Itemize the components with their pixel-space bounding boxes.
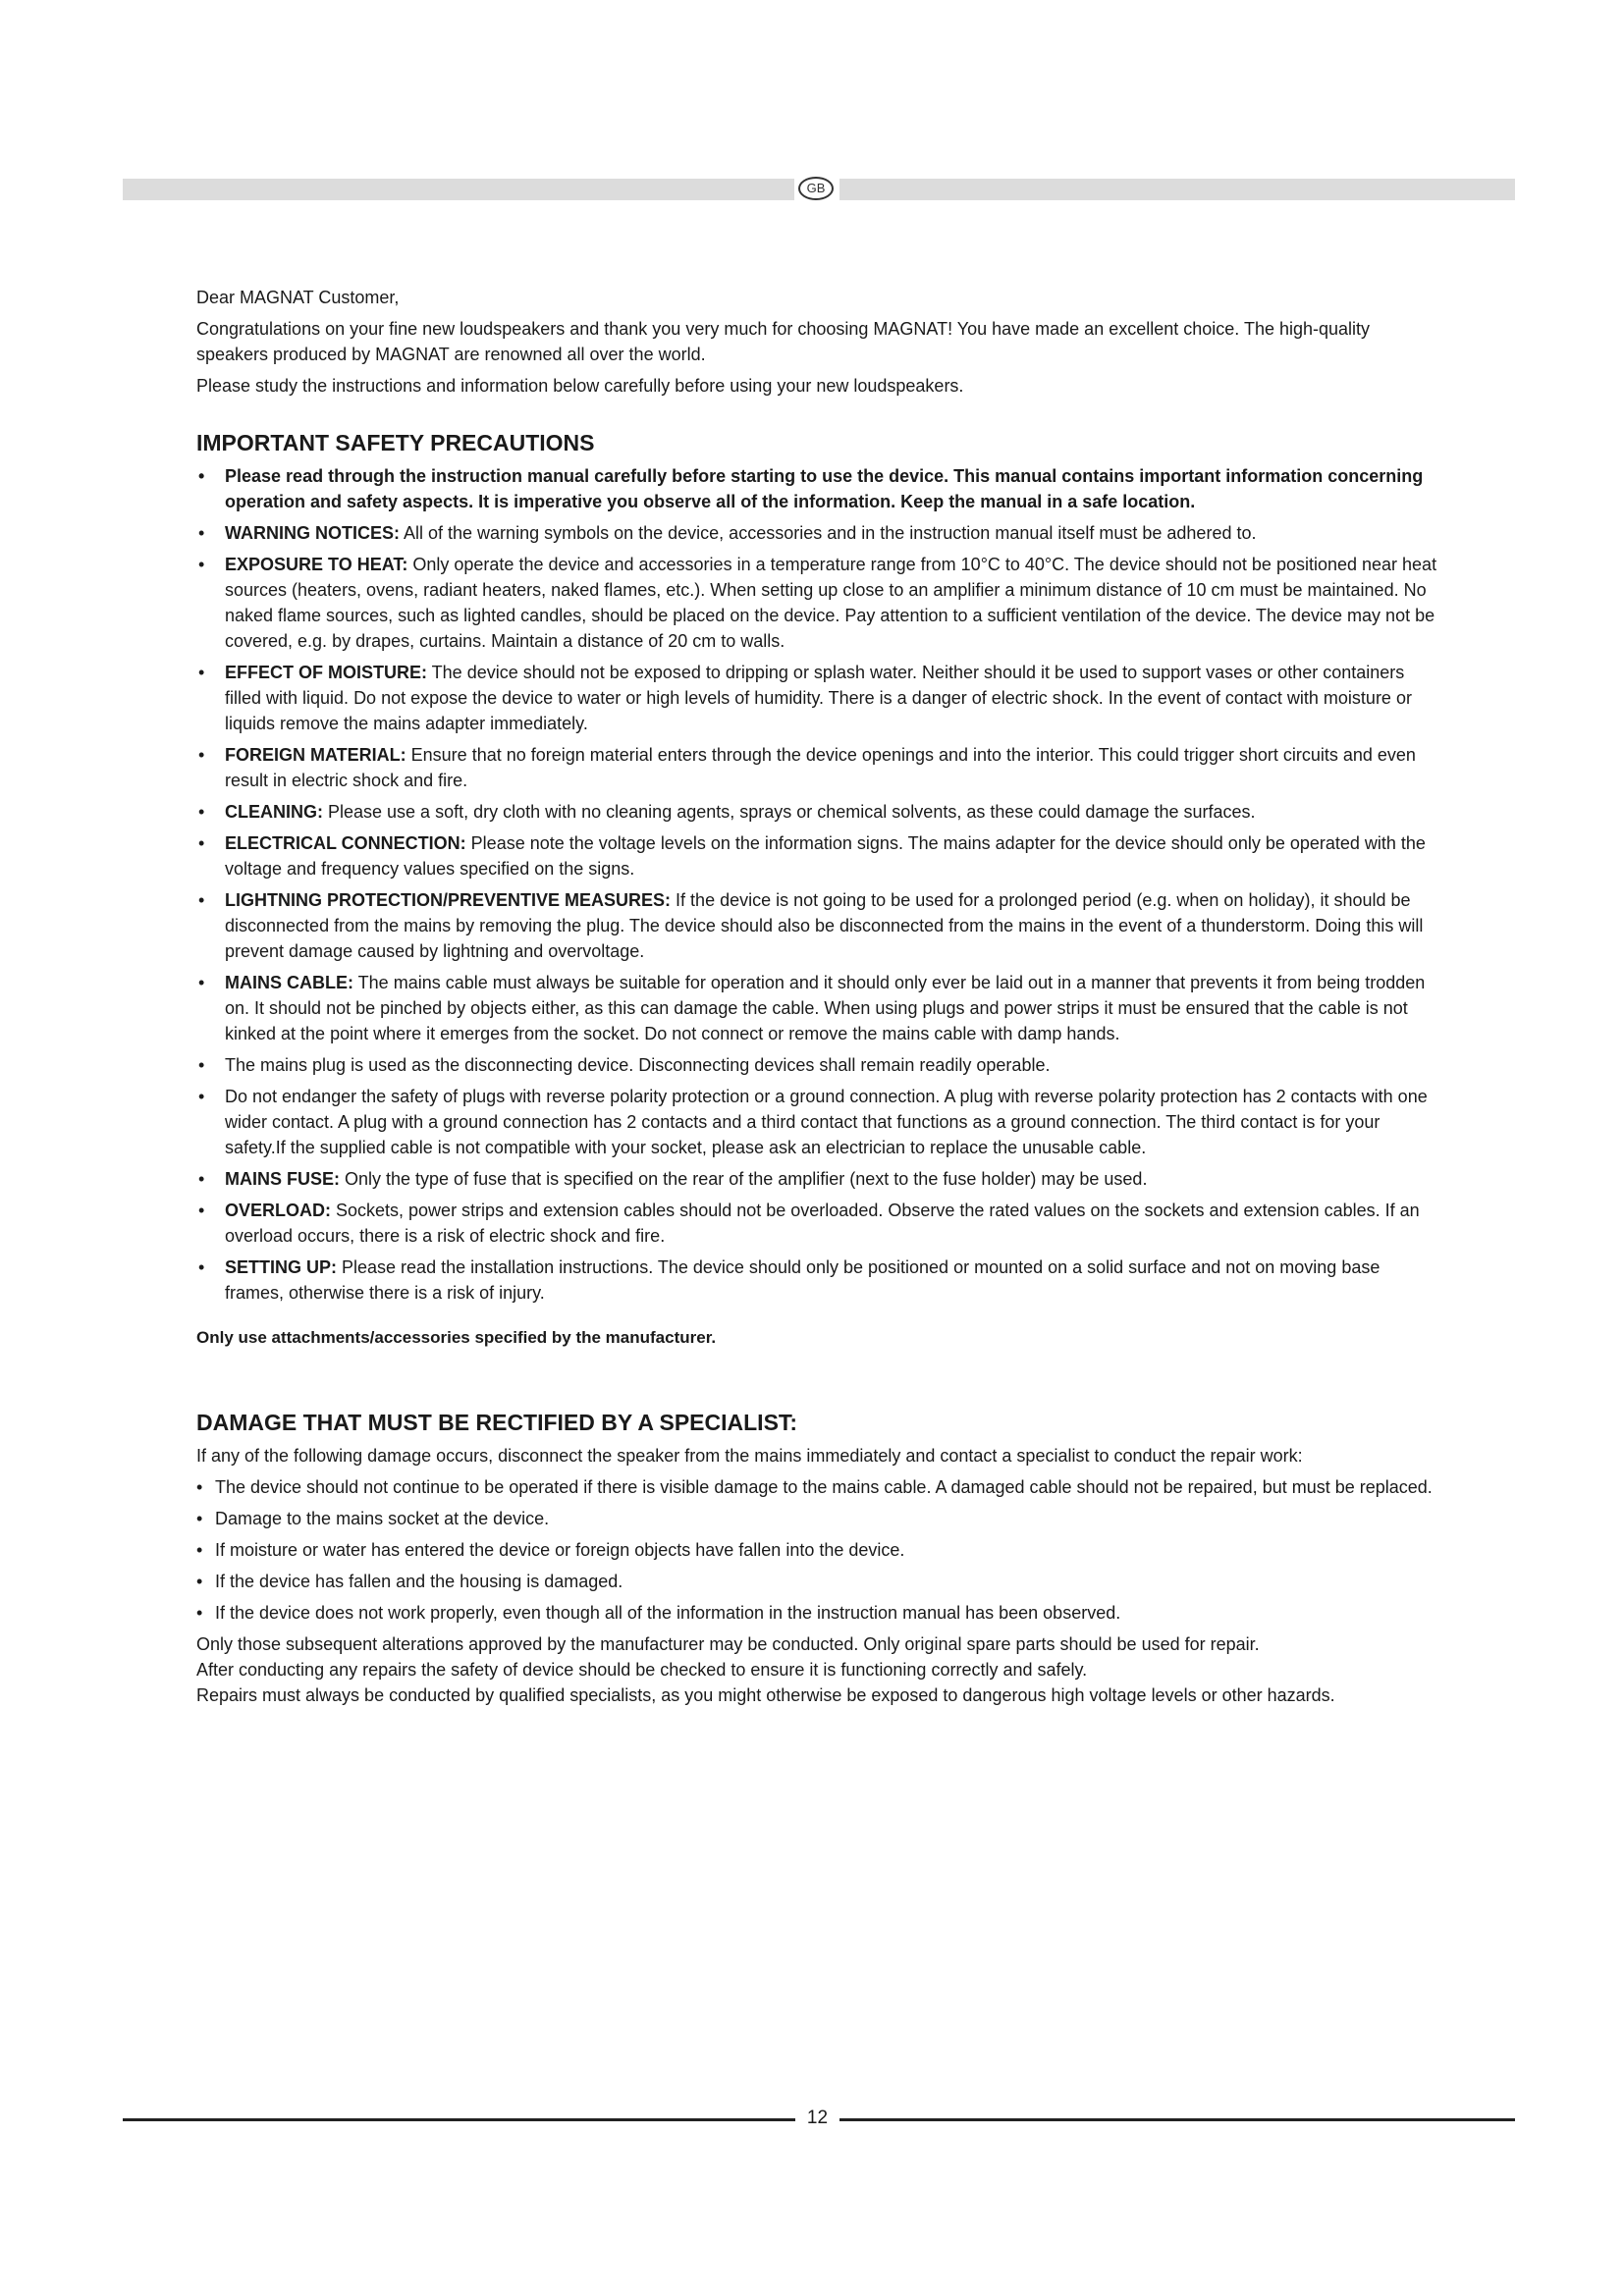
intro-paragraph-2: Please study the instructions and information below carefully before using your new loudspeakers.	[196, 376, 964, 396]
safety-item: • Please read through the instruction manual carefully before starting to use the device. This manual contains important information concerning operation and safety aspects. It is imperative you observe all of the information. Keep the manual in a safe location.	[198, 466, 1424, 511]
safety-heading: IMPORTANT SAFETY PRECAUTIONS	[196, 430, 595, 455]
footer-rule-left	[123, 2118, 795, 2121]
accessories-note: Only use attachments/accessories specified by the manufacturer.	[196, 1328, 717, 1347]
safety-item: • MAINS CABLE: The mains cable must always be suitable for operation and it should only ever be laid out in a manner that prevents it from being trodden on. It should not be pinched by objects either, as this can damage the cable. When using plugs and power strips it must be ensured that the cable is not kinked at the point where it emerges from the socket. Do not connect or remove the mains cable with damp hands.	[198, 973, 1426, 1043]
safety-item: • EXPOSURE TO HEAT: Only operate the device and accessories in a temperature range from 10°C to 40°C. The device should not be positioned near heat sources (heaters, ovens, radiant heaters, naked flames, etc.). When setting up close to an amplifier a minimum distance of 10 cm must be maintained. No naked flame sources, such as lighted candles, should be placed on the device. Pay attention to a sufficient ventilation of the device. The device may not be covered, e.g. by drapes, curtains. Maintain a distance of 20 cm to walls.	[198, 555, 1437, 651]
damage-intro: If any of the following damage occurs, disconnect the speaker from the mains immediately and contact a specialist to conduct the repair work:	[196, 1446, 1303, 1466]
damage-heading: DAMAGE THAT MUST BE RECTIFIED BY A SPECIALIST:	[196, 1410, 798, 1435]
greeting: Dear MAGNAT Customer,	[196, 288, 400, 307]
damage-item: • If the device has fallen and the housing is damaged.	[196, 1572, 623, 1591]
safety-item: • SETTING UP: Please read the installation instructions. The device should only be positioned or mounted on a solid surface and not on moving base frames, otherwise there is a risk of injury.	[198, 1257, 1380, 1303]
page-number: 12	[806, 2108, 829, 2128]
language-badge: GB	[798, 177, 834, 200]
page-content	[196, 285, 1438, 1714]
safety-item: • OVERLOAD: Sockets, power strips and extension cables should not be overloaded. Observe the rated values on the sockets and extension cables. If an overload occurs, there is a risk of electric shock and fire.	[198, 1201, 1420, 1246]
damage-item: • If the device does not work properly, even though all of the information in the instruction manual has been observed.	[196, 1603, 1121, 1623]
safety-item: • EFFECT OF MOISTURE: The device should not be exposed to dripping or splash water. Neither should it be used to support vases or other containers filled with liquid. Do not expose the device to water or high levels of humidity. There is a danger of electric shock. In the event of contact with moisture or liquids remove the mains adapter immediately.	[198, 663, 1412, 733]
intro-paragraph-1: Congratulations on your fine new loudspeakers and thank you very much for choosing MAGNAT! You have made an excellent choice. The high-quality speakers produced by MAGNAT are renowned all over the world.	[196, 319, 1371, 364]
footer-rule-right	[839, 2118, 1515, 2121]
safety-item: • ELECTRICAL CONNECTION: Please note the voltage levels on the information signs. The mains adapter for the device should only be operated with the voltage and frequency values specified on the signs.	[198, 833, 1426, 879]
closing-line-1: Only those subsequent alterations approved by the manufacturer may be conducted. Only original spare parts should be used for repair.	[196, 1634, 1260, 1654]
safety-item: • LIGHTNING PROTECTION/PREVENTIVE MEASURES: If the device is not going to be used for a prolonged period (e.g. when on holiday), it should be disconnected from the mains by removing the plug. The device should also be disconnected from the mains in the event of a thunderstorm. Doing this will prevent damage caused by lightning and overvoltage.	[198, 890, 1424, 961]
damage-item: • Damage to the mains socket at the device.	[196, 1509, 550, 1528]
safety-item: • Do not endanger the safety of plugs with reverse polarity protection or a ground connection. A plug with reverse polarity protection has 2 contacts with one wider contact. A plug with a ground connection has 2 contacts and a third contact that functions as a ground connection. The third contact is for your safety.If the supplied cable is not compatible with your socket, please ask an electrician to replace the unusable cable.	[198, 1087, 1428, 1157]
closing-line-2: After conducting any repairs the safety of device should be checked to ensure it is functioning correctly and safely.	[196, 1660, 1088, 1680]
damage-item: • The device should not continue to be operated if there is visible damage to the mains cable. A damaged cable should not be repaired, but must be replaced.	[196, 1477, 1433, 1497]
safety-item: • WARNING NOTICES: All of the warning symbols on the device, accessories and in the instruction manual itself must be adhered to.	[198, 523, 1257, 543]
closing-line-3: Repairs must always be conducted by qualified specialists, as you might otherwise be exposed to dangerous high voltage levels or other hazards.	[196, 1685, 1335, 1705]
safety-item: • CLEANING: Please use a soft, dry cloth with no cleaning agents, sprays or chemical solvents, as these could damage the surfaces.	[198, 802, 1256, 822]
safety-item: • The mains plug is used as the disconnecting device. Disconnecting devices shall remain readily operable.	[198, 1055, 1051, 1075]
safety-item: • FOREIGN MATERIAL: Ensure that no foreign material enters through the device openings and into the interior. This could trigger short circuits and even result in electric shock and fire.	[198, 745, 1416, 790]
damage-item: • If moisture or water has entered the device or foreign objects have fallen into the device.	[196, 1540, 905, 1560]
safety-item: • MAINS FUSE: Only the type of fuse that is specified on the rear of the amplifier (next to the fuse holder) may be used.	[198, 1169, 1148, 1189]
